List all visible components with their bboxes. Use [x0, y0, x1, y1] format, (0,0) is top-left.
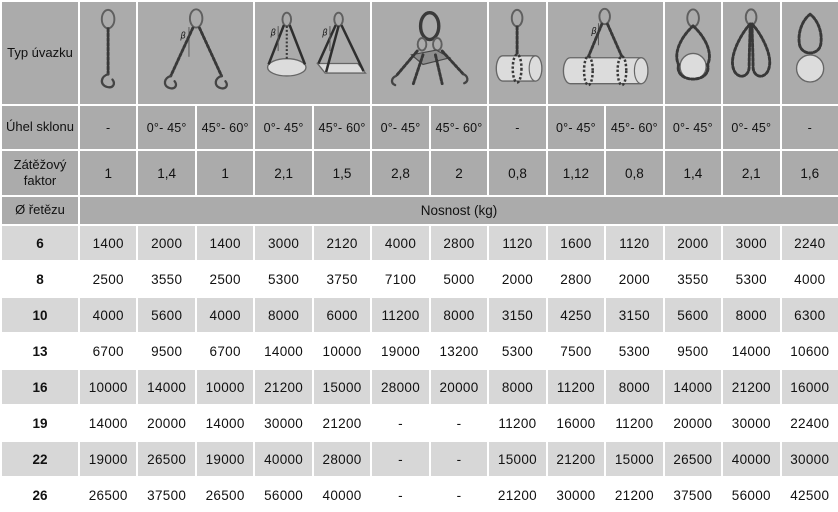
capacity-header: Nosnost (kg): [80, 197, 838, 224]
capacity-cell: 3000: [255, 226, 311, 260]
capacity-cell: 37500: [138, 478, 194, 512]
capacity-cell: 15000: [314, 370, 370, 404]
single-choke-cylinder-icon: [489, 2, 545, 104]
capacity-cell: 8000: [255, 298, 311, 332]
choker-loop-icon: [782, 2, 838, 104]
capacity-cell: 4000: [782, 262, 838, 296]
capacity-cell: 2000: [138, 226, 194, 260]
capacity-cell: 5000: [431, 262, 487, 296]
svg-text:β: β: [270, 28, 276, 39]
capacity-cell: 4000: [80, 298, 136, 332]
svg-text:β: β: [321, 28, 328, 39]
capacity-cell: 21200: [255, 370, 311, 404]
capacity-cell: 3550: [665, 262, 721, 296]
capacity-cell: 11200: [372, 298, 428, 332]
capacity-cell: 15000: [489, 442, 545, 476]
load-factor-cell: 2,1: [255, 151, 311, 195]
capacity-cell: 6700: [197, 334, 253, 368]
load-factor-cell: 2: [431, 151, 487, 195]
capacity-cell: 9500: [138, 334, 194, 368]
angle-cell: 45°- 60°: [197, 106, 253, 149]
capacity-cell: 19000: [197, 442, 253, 476]
chain-diameter-cell: 8: [2, 262, 78, 296]
capacity-cell: 8000: [723, 298, 779, 332]
capacity-cell: 1120: [489, 226, 545, 260]
angle-cell: 45°- 60°: [314, 106, 370, 149]
capacity-cell: 7100: [372, 262, 428, 296]
capacity-cell: 20000: [431, 370, 487, 404]
double-choke-cylinder-icon: [548, 2, 663, 104]
load-factor-cell: 0,8: [489, 151, 545, 195]
capacity-cell: 26500: [197, 478, 253, 512]
load-factor-cell: 1,4: [665, 151, 721, 195]
svg-text:β: β: [591, 26, 597, 37]
capacity-cell: 22400: [782, 406, 838, 440]
capacity-cell: 14000: [138, 370, 194, 404]
load-factor-cell: 1: [197, 151, 253, 195]
capacity-cell: 2500: [80, 262, 136, 296]
capacity-cell: 11200: [548, 370, 604, 404]
capacity-cell: -: [431, 406, 487, 440]
capacity-cell: 28000: [314, 442, 370, 476]
capacity-cell: 2500: [197, 262, 253, 296]
capacity-cell: 2000: [606, 262, 662, 296]
capacity-cell: 5600: [665, 298, 721, 332]
capacity-cell: 11200: [489, 406, 545, 440]
angle-cell: 0°- 45°: [372, 106, 428, 149]
capacity-cell: 10000: [197, 370, 253, 404]
capacity-cell: 37500: [665, 478, 721, 512]
capacity-cell: 6000: [314, 298, 370, 332]
capacity-cell: 5300: [255, 262, 311, 296]
single-leg-sling-icon: [80, 2, 136, 104]
capacity-cell: 8000: [489, 370, 545, 404]
capacity-cell: 13200: [431, 334, 487, 368]
capacity-cell: 2800: [431, 226, 487, 260]
chain-diameter-cell: 6: [2, 226, 78, 260]
row-label-angle: Úhel sklonu: [2, 106, 78, 149]
capacity-cell: 5300: [723, 262, 779, 296]
capacity-cell: -: [372, 406, 428, 440]
capacity-cell: 14000: [723, 334, 779, 368]
capacity-cell: 3550: [138, 262, 194, 296]
capacity-cell: 26500: [138, 442, 194, 476]
angle-cell: 0°- 45°: [255, 106, 311, 149]
capacity-cell: 21200: [723, 370, 779, 404]
capacity-cell: 6700: [80, 334, 136, 368]
angle-cell: 0°- 45°: [723, 106, 779, 149]
capacity-cell: 42500: [782, 478, 838, 512]
capacity-cell: 40000: [314, 478, 370, 512]
capacity-cell: 56000: [723, 478, 779, 512]
capacity-cell: 28000: [372, 370, 428, 404]
capacity-cell: 21200: [606, 478, 662, 512]
capacity-cell: 2800: [548, 262, 604, 296]
capacity-cell: 40000: [255, 442, 311, 476]
load-factor-cell: 1,5: [314, 151, 370, 195]
capacity-cell: 19000: [372, 334, 428, 368]
angle-cell: -: [489, 106, 545, 149]
capacity-cell: 21200: [314, 406, 370, 440]
capacity-cell: 4250: [548, 298, 604, 332]
four-leg-sling-icon: [372, 2, 487, 104]
capacity-cell: 14000: [665, 370, 721, 404]
single-basket-loop-icon: [665, 2, 721, 104]
capacity-cell: 2120: [314, 226, 370, 260]
capacity-cell: 3750: [314, 262, 370, 296]
load-factor-cell: 2,1: [723, 151, 779, 195]
row-label-chain-diameter: Ø řetězu: [2, 197, 78, 224]
capacity-cell: 30000: [255, 406, 311, 440]
capacity-cell: 10000: [80, 370, 136, 404]
capacity-cell: 11200: [606, 406, 662, 440]
capacity-cell: -: [372, 478, 428, 512]
load-factor-cell: 1,4: [138, 151, 194, 195]
angle-cell: -: [782, 106, 838, 149]
angle-cell: 0°- 45°: [665, 106, 721, 149]
svg-text:β: β: [180, 31, 186, 42]
capacity-cell: 21200: [548, 442, 604, 476]
capacity-cell: 16000: [782, 370, 838, 404]
capacity-cell: 40000: [723, 442, 779, 476]
capacity-cell: 56000: [255, 478, 311, 512]
capacity-cell: 9500: [665, 334, 721, 368]
capacity-cell: 1400: [80, 226, 136, 260]
angle-cell: 45°- 60°: [431, 106, 487, 149]
load-factor-cell: 0,8: [606, 151, 662, 195]
capacity-cell: 19000: [80, 442, 136, 476]
capacity-cell: 26500: [80, 478, 136, 512]
chain-diameter-cell: 10: [2, 298, 78, 332]
capacity-cell: 10600: [782, 334, 838, 368]
capacity-cell: 6300: [782, 298, 838, 332]
chain-diameter-cell: 19: [2, 406, 78, 440]
capacity-cell: -: [431, 442, 487, 476]
capacity-cell: 5600: [138, 298, 194, 332]
chain-diameter-cell: 16: [2, 370, 78, 404]
load-factor-cell: 1,6: [782, 151, 838, 195]
capacity-cell: 8000: [606, 370, 662, 404]
capacity-cell: 5300: [606, 334, 662, 368]
row-label-sling-type: Typ úvazku: [2, 2, 78, 104]
chain-diameter-cell: 26: [2, 478, 78, 512]
chain-diameter-cell: 22: [2, 442, 78, 476]
capacity-cell: 5300: [489, 334, 545, 368]
capacity-cell: 26500: [665, 442, 721, 476]
capacity-cell: 2000: [665, 226, 721, 260]
angle-cell: 0°- 45°: [138, 106, 194, 149]
double-basket-loop-icon: [723, 2, 779, 104]
capacity-cell: 4000: [372, 226, 428, 260]
capacity-cell: 15000: [606, 442, 662, 476]
capacity-cell: 1600: [548, 226, 604, 260]
capacity-cell: 14000: [255, 334, 311, 368]
capacity-cell: 8000: [431, 298, 487, 332]
chain-diameter-cell: 13: [2, 334, 78, 368]
capacity-cell: 20000: [138, 406, 194, 440]
capacity-cell: 3000: [723, 226, 779, 260]
capacity-cell: 1120: [606, 226, 662, 260]
capacity-cell: 20000: [665, 406, 721, 440]
capacity-cell: 3150: [606, 298, 662, 332]
capacity-cell: 30000: [548, 478, 604, 512]
capacity-cell: 30000: [782, 442, 838, 476]
angle-cell: 45°- 60°: [606, 106, 662, 149]
capacity-cell: 14000: [197, 406, 253, 440]
capacity-cell: 1400: [197, 226, 253, 260]
capacity-cell: 30000: [723, 406, 779, 440]
capacity-cell: 3150: [489, 298, 545, 332]
row-label-load-factor: Zátěžový faktor: [2, 151, 78, 195]
capacity-cell: 21200: [489, 478, 545, 512]
load-factor-cell: 2,8: [372, 151, 428, 195]
capacity-cell: 4000: [197, 298, 253, 332]
capacity-cell: -: [431, 478, 487, 512]
angle-cell: 0°- 45°: [548, 106, 604, 149]
angle-cell: -: [80, 106, 136, 149]
capacity-cell: 10000: [314, 334, 370, 368]
basket-hitch-round-and-square-load-icon: [255, 2, 370, 104]
load-factor-cell: 1,12: [548, 151, 604, 195]
capacity-cell: -: [372, 442, 428, 476]
capacity-cell: 7500: [548, 334, 604, 368]
capacity-cell: 2000: [489, 262, 545, 296]
capacity-cell: 16000: [548, 406, 604, 440]
load-factor-cell: 1: [80, 151, 136, 195]
capacity-cell: 14000: [80, 406, 136, 440]
two-leg-sling-icon: [138, 2, 253, 104]
capacity-cell: 2240: [782, 226, 838, 260]
